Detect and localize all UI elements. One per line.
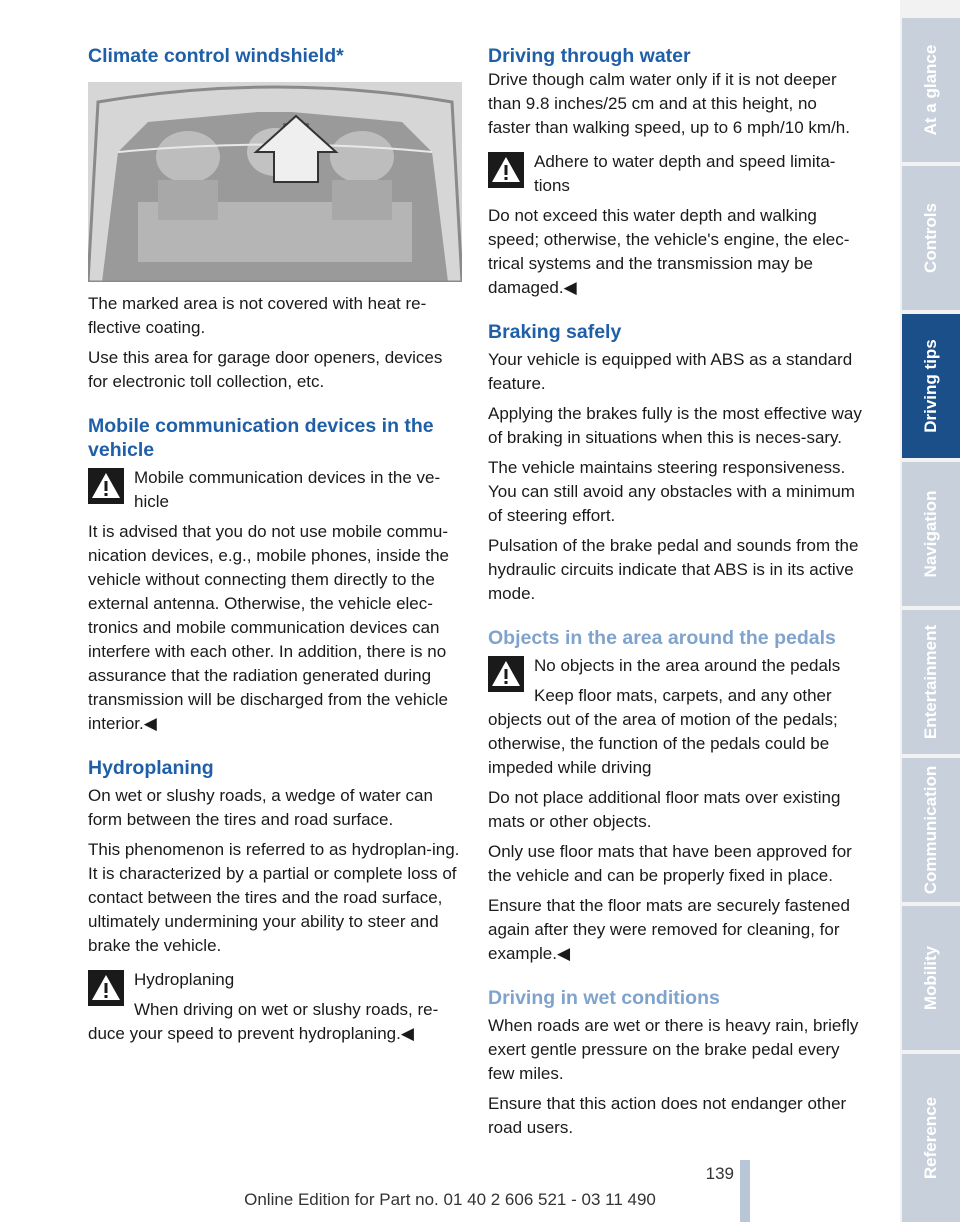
heading-braking-safely: Braking safely (488, 321, 622, 343)
tab-label: Controls (921, 203, 940, 273)
paragraph-use-area: Use this area for garage door openers, devices for electronic toll collection, etc. (88, 348, 443, 391)
page-number: 139 (705, 1164, 734, 1183)
heading-wet-conditions: Driving in wet conditions (488, 987, 720, 1009)
warning-title: No objects in the area around the pedals (534, 656, 841, 675)
heading-hydroplaning: Hydroplaning (88, 757, 214, 779)
left-column (88, 44, 462, 1052)
tab-label: Entertainment (921, 624, 940, 740)
warning-title: Hydroplaning (134, 970, 235, 989)
paragraph-mobile-advice: It is advised that you do not use mobile commu-nication devices, e.g., mobile phones, inside the vehicle without connecting them directly to the external antenna. Otherwise, the vehicle elec-tronics and mobile communication devices can interfere with each other. In addition, there is no assurance that the radiation generated during transmission will be discharged from the vehicle interior.◀ (88, 522, 450, 733)
right-column (488, 44, 862, 1146)
paragraph-brake-1: Your vehicle is equipped with ABS as a standard feature. (488, 350, 853, 393)
footer-edition: Online Edition for Part no. 01 40 2 606 521 - 03 11 490 (244, 1190, 656, 1209)
chapter-sidebar (900, 0, 960, 1222)
warning-mobile-devices (88, 466, 462, 514)
warning-title: Mobile communication devices in the ve-hicle (134, 468, 441, 511)
heading-mobile-devices: Mobile communication devices in the vehicle (88, 415, 434, 461)
paragraph-pedals-1: Do not place additional floor mats over existing mats or other objects. (488, 788, 841, 831)
paragraph-pedals-3: Ensure that the floor mats are securely fastened again after they were removed for cleaning, for example.◀ (488, 896, 850, 963)
tab-mobility[interactable] (902, 906, 960, 1050)
tab-label: Communication (921, 765, 940, 895)
paragraph-hydro-1: On wet or slushy roads, a wedge of water can form between the tires and road surface. (88, 786, 433, 829)
paragraph-wet-1: When roads are wet or there is heavy rain, briefly exert gentle pressure on the brake pedal every few miles. (488, 1016, 859, 1083)
rear-window-illustration (88, 82, 462, 282)
rear-window-figure (88, 82, 462, 282)
warning-icon (88, 468, 124, 504)
warning-water-depth (488, 150, 862, 198)
paragraph-pedals-2: Only use floor mats that have been approved for the vehicle and can be properly fixed in place. (488, 842, 852, 885)
paragraph-pedals-warning: Keep floor mats, carpets, and any other objects out of the area of motion of the pedals; otherwise, the function of the pedals could be impeded while driving (488, 686, 838, 777)
paragraph-brake-3: The vehicle maintains steering responsiveness. You can still avoid any obstacles with a minimum of steering effort. (488, 458, 855, 525)
warning-icon (488, 152, 524, 188)
tab-label: At a glance (921, 44, 940, 136)
tab-label: Driving tips (921, 339, 940, 433)
tab-label: Mobility (921, 945, 940, 1011)
warning-icon (488, 656, 524, 692)
paragraph-water-damage: Do not exceed this water depth and walking speed; otherwise, the vehicle's engine, the elec-trical systems and the transmission may be damaged.◀ (488, 206, 850, 297)
warning-icon (88, 970, 124, 1006)
tab-controls[interactable] (902, 166, 960, 310)
heading-driving-through-water: Driving through water (488, 45, 691, 67)
paragraph-hydro-warning: When driving on wet or slushy roads, re-duce your speed to prevent hydroplaning.◀ (88, 1000, 439, 1043)
paragraph-water: Drive though calm water only if it is not deeper than 9.8 inches/25 cm and at this height, no faster than walking speed, up to 6 mph/10 km/h. (488, 70, 850, 137)
tab-navigation[interactable] (902, 462, 960, 606)
tab-reference[interactable] (902, 1054, 960, 1222)
tab-entertainment[interactable] (902, 610, 960, 754)
tab-label: Reference (921, 1096, 940, 1180)
paragraph-hydro-2: This phenomenon is referred to as hydroplan-ing. It is characterized by a partial or complete loss of contact between the tires and the road surface, ultimately undermining your ability to steer and brake the vehicle. (88, 840, 460, 955)
warning-pedals (488, 654, 862, 700)
tab-at-a-glance[interactable] (902, 18, 960, 162)
paragraph-brake-4: Pulsation of the brake pedal and sounds from the hydraulic circuits indicate that ABS is in its active mode. (488, 536, 859, 603)
paragraph-wet-2: Ensure that this action does not endanger other road users. (488, 1094, 847, 1137)
tab-label: Navigation (921, 490, 940, 578)
heading-objects-pedals: Objects in the area around the pedals (488, 627, 836, 649)
heading-climate-windshield: Climate control windshield* (88, 45, 344, 67)
paragraph-marked-area: The marked area is not covered with heat re-flective coating. (88, 294, 427, 337)
tab-driving-tips[interactable] (902, 314, 960, 458)
tab-communication[interactable] (902, 758, 960, 902)
paragraph-brake-2: Applying the brakes fully is the most effective way of braking in situations when this is neces-sary. (488, 404, 862, 447)
warning-title: Adhere to water depth and speed limita-tions (534, 152, 836, 195)
warning-hydroplaning (88, 968, 462, 1014)
